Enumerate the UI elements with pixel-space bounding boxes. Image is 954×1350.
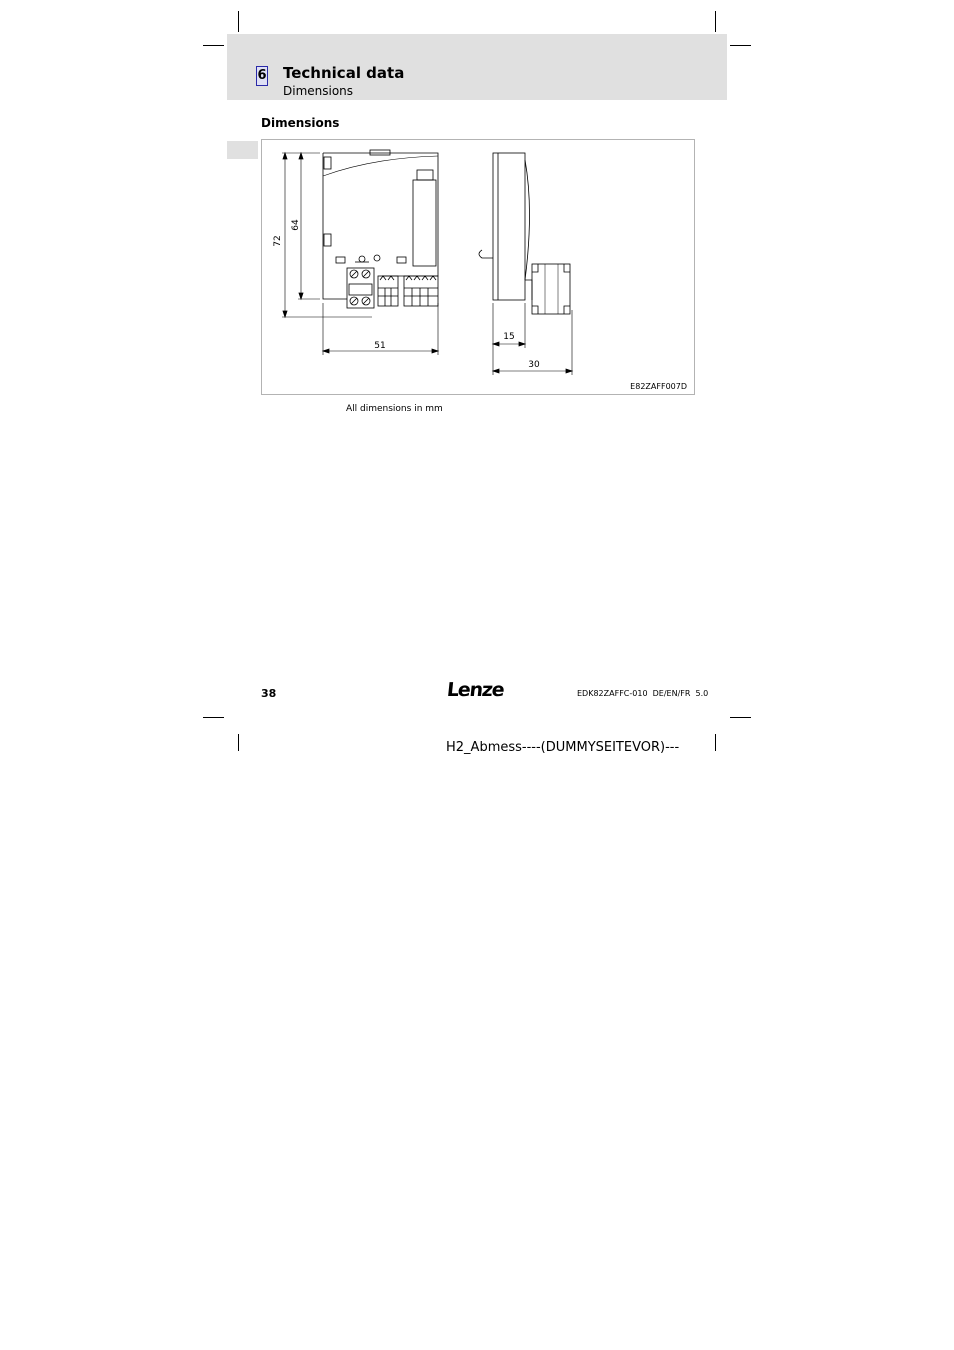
dimension-drawing-svg [262, 140, 694, 394]
dim-label-15: 15 [503, 332, 515, 342]
crop-mark [238, 734, 239, 751]
chapter-number-badge: 6 [256, 66, 268, 86]
section-heading: Dimensions [261, 116, 340, 130]
dim-label-51: 51 [374, 341, 386, 351]
dim-label-72: 72 [273, 235, 283, 247]
crop-mark [203, 45, 224, 46]
side-view [479, 153, 572, 375]
crop-mark [238, 11, 239, 32]
chapter-subtitle: Dimensions [283, 84, 354, 98]
dim-label-64: 64 [291, 219, 301, 231]
lenze-logo: Lenze [445, 679, 505, 701]
figure-caption: All dimensions in mm [346, 404, 443, 414]
crop-mark [730, 45, 751, 46]
document-code: EDK82ZAFFC-010 DE/EN/FR 5.0 [577, 689, 709, 698]
crop-mark [715, 734, 716, 751]
figure-id: E82ZAFF007D [630, 382, 687, 391]
crop-mark [203, 717, 224, 718]
dimension-drawing [261, 139, 695, 395]
print-tag: H2_Abmess----(DUMMYSEITEVOR)--- [446, 740, 680, 755]
dim-label-30: 30 [528, 360, 540, 370]
crop-mark [715, 11, 716, 32]
front-view [282, 150, 438, 355]
page-number: 38 [261, 687, 277, 700]
side-tab-marker [227, 141, 258, 159]
crop-mark [730, 717, 751, 718]
chapter-title: Technical data [283, 64, 405, 82]
